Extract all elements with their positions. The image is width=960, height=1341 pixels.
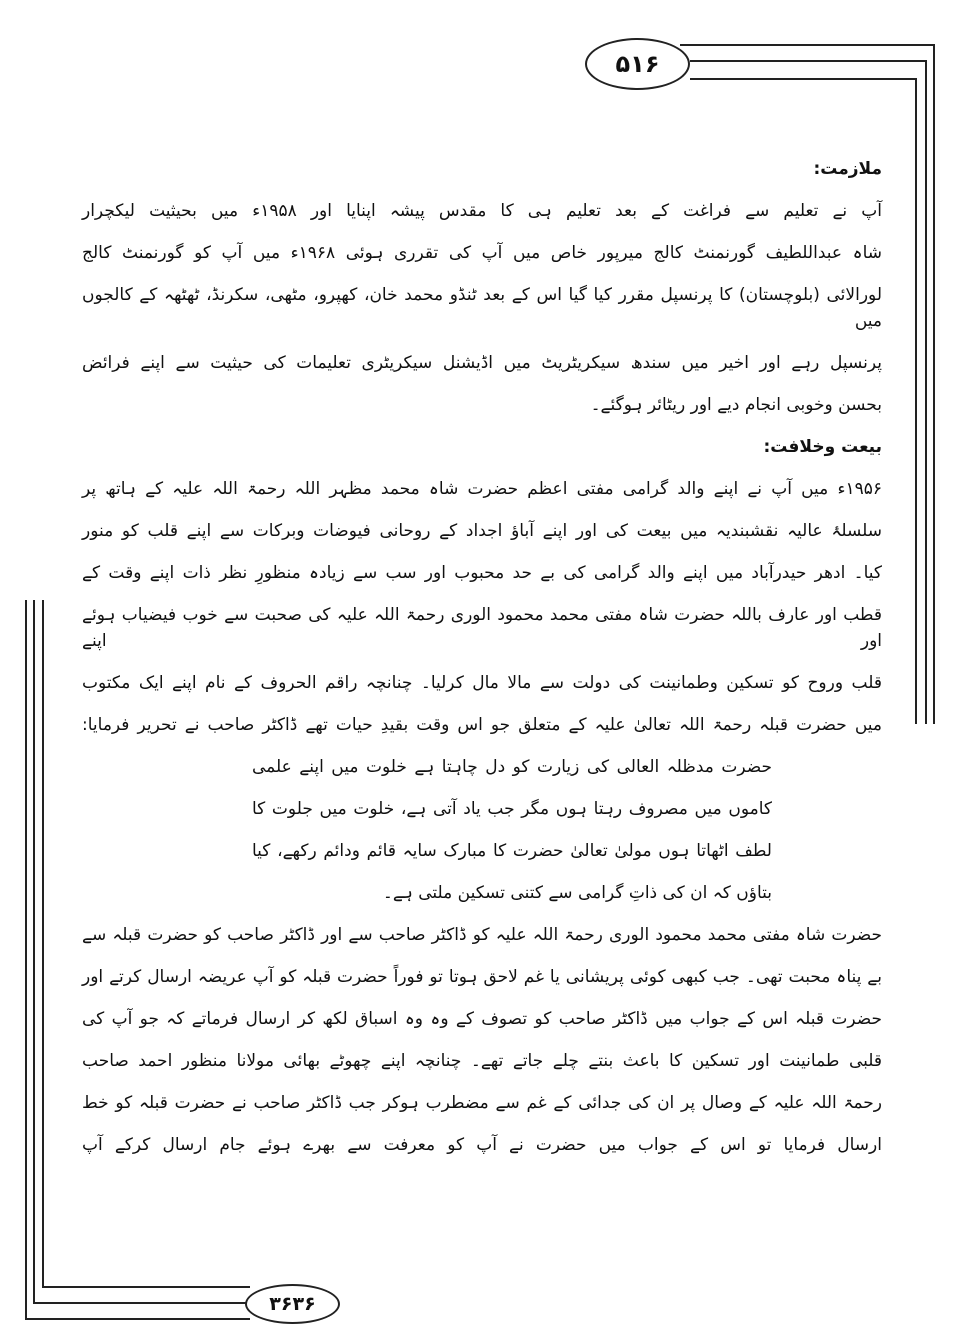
text-line: بے پناہ محبت تھی۔ جب کبھی کوئی پریشانی یا غم لاحق ہوتا تو فوراً حضرت قبلہ کو آپ عریضہ ارسال کرتے اور bbox=[82, 967, 882, 987]
quote-line: کاموں میں مصروف رہتا ہوں مگر جب یاد آتی ہے، خلوت میں جلوت کا bbox=[252, 799, 772, 819]
text-line: سلسلۂ عالیہ نقشبندیہ میں بیعت کی اور اپنے آباؤ اجداد کے روحانی فیوضات وبرکات سے اپنے قلب کو منور bbox=[82, 521, 882, 541]
text-line: حضرت قبلہ اس کے جواب میں ڈاکٹر صاحب کو تصوف کے وہ وہ اسباق لکھ کر ارسال فرماتے کہ جو آپ کی bbox=[82, 1009, 882, 1029]
text-line: ۱۹۵۶ء میں آپ نے اپنے والد گرامی مفتی اعظم حضرت شاہ محمد مظہر اللہ رحمۃ اللہ علیہ کے ہاتھ پر bbox=[82, 479, 882, 499]
quote-line: بتاؤں کہ ان کی ذاتِ گرامی سے کتنی تسکین ملتی ہے۔ bbox=[382, 883, 772, 903]
page-number-top-text: ۵۱۶ bbox=[615, 50, 660, 78]
text-line: آپ نے تعلیم سے فراغت کے بعد تعلیم ہی کا مقدس پیشہ اپنایا اور ۱۹۵۸ء میں بحیثیت لیکچرار bbox=[82, 201, 882, 221]
quote-line: لطف اٹھاتا ہوں مولیٰ تعالیٰ حضرت کا مبارک سایہ قائم ودائم رکھے، کیا bbox=[252, 841, 772, 861]
page-body bbox=[82, 0, 882, 1166]
text-line: بحسن وخوبی انجام دیے اور ریٹائر ہوگئے۔ bbox=[590, 395, 882, 415]
page-number-bottom bbox=[245, 1284, 340, 1324]
section-heading: بیعت وخلافت: bbox=[763, 437, 882, 457]
text-line: قلبی طمانینت اور تسکین کا باعث بنتے چلے جاتے تھے۔ چنانچہ اپنے چھوٹے بھائی مولانا منظور احمد صاحب bbox=[82, 1051, 882, 1071]
text-line: میں حضرت قبلہ رحمۃ اللہ تعالیٰ علیہ کے متعلق جو اس وقت بقیدِ حیات تھے ڈاکٹر صاحب نے تحریر فرمایا: bbox=[82, 715, 882, 735]
page-number-bottom-text: ۳۶۳۶ bbox=[269, 1293, 316, 1315]
text-line: شاہ عبداللطیف گورنمنٹ کالج میرپور خاص میں آپ کی تقرری ہوئی ۱۹۶۸ء میں آپ کو گورنمنٹ کالج bbox=[82, 243, 882, 263]
text-line: قلب وروح کو تسکین وطمانینت کی دولت سے مالا مال کرلیا۔ چنانچہ راقم الحروف کے نام اپنے ایک مکتوب bbox=[82, 673, 882, 693]
text-line: پرنسپل رہے اور اخیر میں سندھ سیکریٹریٹ میں اڈیشنل سیکریٹری تعلیمات کی حیثیت سے اپنے فرائض bbox=[82, 353, 882, 373]
text-line: حضرت شاہ مفتی محمد محمود الوری رحمۃ اللہ علیہ کو ڈاکٹر صاحب سے اور ڈاکٹر صاحب کو حضرت قبلہ سے bbox=[82, 925, 882, 945]
text-line: ارسال فرمایا تو اس کے جواب میں حضرت نے آپ کو معرفت سے بھرے ہوئے جام ارسال کرکے آپ bbox=[82, 1135, 882, 1155]
section-heading: ملازمت: bbox=[813, 159, 882, 179]
text-line: قطب اور عارف باللہ حضرت شاہ مفتی محمد محمود الوری رحمۃ اللہ علیہ کی صحبت سے خوب فیضیاب ہوئے اور اپنے bbox=[82, 605, 882, 651]
text-line: کیا۔ ادھر حیدرآباد میں اپنے والد گرامی کی بے حد محبوب اور سب سے زیادہ منظورِ نظر ذات اپنے وقت کے bbox=[82, 563, 882, 583]
quote-line: حضرت مدظلہ العالی کی زیارت کو دل چاہتا ہے خلوت میں اپنے علمی bbox=[252, 757, 772, 777]
text-line: رحمۃ اللہ علیہ کے وصال پر ان کی جدائی کے غم سے مضطرب ہوکر جب ڈاکٹر صاحب نے حضرت قبلہ کو خط bbox=[82, 1093, 882, 1113]
text-line: لورالائی (بلوچستان) کا پرنسپل مقرر کیا گیا اس کے بعد ٹنڈو محمد خان، کھپرو، مٹھی، سکرنڈ، ٹھٹھہ کے کالجوں میں bbox=[82, 285, 882, 331]
